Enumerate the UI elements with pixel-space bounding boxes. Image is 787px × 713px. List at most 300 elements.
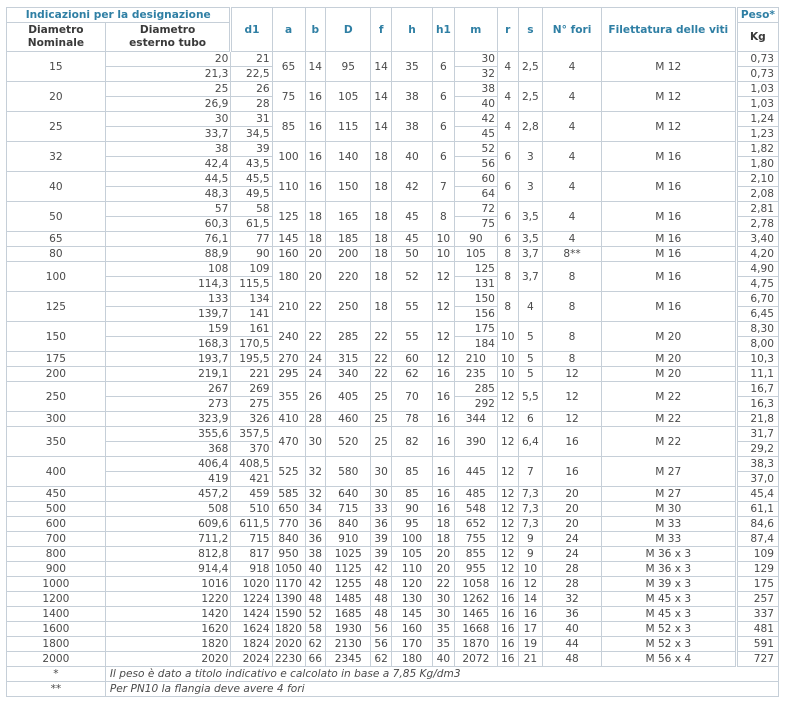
cell-a: 1820 xyxy=(272,622,305,637)
cell-f: 18 xyxy=(371,172,392,202)
cell-r: 16 xyxy=(497,577,518,592)
cell-diametro-esterno: 42,4 xyxy=(105,157,231,172)
cell-s: 3 xyxy=(518,142,543,172)
cell-f: 36 xyxy=(371,517,392,532)
cell-s: 17 xyxy=(518,622,543,637)
cell-diametro-nominale: 1200 xyxy=(7,592,106,607)
cell-f: 14 xyxy=(371,52,392,82)
cell-h: 180 xyxy=(391,652,432,667)
cell-a: 75 xyxy=(272,82,305,112)
cell-m: 1262 xyxy=(454,592,497,607)
cell-s: 6,4 xyxy=(518,427,543,457)
cell-peso: 2,81 xyxy=(736,202,778,217)
cell-s: 12 xyxy=(518,577,543,592)
cell-vite: M 30 xyxy=(601,502,736,517)
col-header-diametro-nominale xyxy=(7,23,106,52)
cell-f: 25 xyxy=(371,427,392,457)
cell-peso: 16,7 xyxy=(736,382,778,397)
dn-label-line-2: Nominale xyxy=(27,37,85,49)
cell-d1: 195,5 xyxy=(231,352,272,367)
cell-vite: M 56 x 4 xyxy=(601,652,736,667)
cell-diametro-nominale: 600 xyxy=(7,517,106,532)
cell-diametro-esterno: 406,4 xyxy=(105,457,231,472)
cell-s: 4 xyxy=(518,292,543,322)
cell-diametro-nominale: 500 xyxy=(7,502,106,517)
cell-h: 170 xyxy=(391,637,432,652)
cell-diametro-nominale: 65 xyxy=(7,232,106,247)
cell-fori: 12 xyxy=(543,412,602,427)
cell-fori: 4 xyxy=(543,112,602,142)
cell-diametro-esterno: 139,7 xyxy=(105,307,231,322)
cell-diametro-nominale: 15 xyxy=(7,52,106,82)
cell-diametro-esterno: 457,2 xyxy=(105,487,231,502)
cell-a: 1050 xyxy=(272,562,305,577)
cell-diametro-nominale: 32 xyxy=(7,142,106,172)
cell-b: 66 xyxy=(305,652,326,667)
cell-h1: 16 xyxy=(433,367,455,382)
cell-b: 16 xyxy=(305,172,326,202)
cell-h: 95 xyxy=(391,517,432,532)
cell-fori: 16 xyxy=(543,427,602,457)
cell-r: 16 xyxy=(497,652,518,667)
cell-m: 90 xyxy=(454,232,497,247)
cell-r: 4 xyxy=(497,52,518,82)
cell-d1: 421 xyxy=(231,472,272,487)
cell-d1: 49,5 xyxy=(231,187,272,202)
cell-a: 85 xyxy=(272,112,305,142)
cell-vite: M 22 xyxy=(601,412,736,427)
cell-vite: M 39 x 3 xyxy=(601,577,736,592)
cell-a: 270 xyxy=(272,352,305,367)
cell-b: 20 xyxy=(305,247,326,262)
cell-b: 24 xyxy=(305,352,326,367)
cell-a: 65 xyxy=(272,52,305,82)
cell-s: 7,3 xyxy=(518,517,543,532)
cell-vite: M 16 xyxy=(601,172,736,202)
cell-r: 12 xyxy=(497,487,518,502)
cell-diametro-nominale: 250 xyxy=(7,382,106,412)
table-notes xyxy=(7,667,779,697)
cell-D: 315 xyxy=(326,352,371,367)
cell-s: 16 xyxy=(518,607,543,622)
flange-table-container xyxy=(6,7,779,697)
cell-diametro-nominale: 350 xyxy=(7,427,106,457)
cell-r: 6 xyxy=(497,172,518,202)
cell-d1: 61,5 xyxy=(231,217,272,232)
cell-vite: M 45 x 3 xyxy=(601,592,736,607)
cell-h1: 20 xyxy=(433,547,455,562)
cell-fori: 44 xyxy=(543,637,602,652)
cell-vite: M 36 x 3 xyxy=(601,562,736,577)
dn-label-line-1: Diametro xyxy=(28,24,84,36)
cell-diametro-esterno: 159 xyxy=(105,322,231,337)
table-row xyxy=(7,382,779,397)
cell-d1: 28 xyxy=(231,97,272,112)
cell-m: 2072 xyxy=(454,652,497,667)
cell-D: 405 xyxy=(326,382,371,412)
cell-a: 2230 xyxy=(272,652,305,667)
cell-D: 185 xyxy=(326,232,371,247)
cell-D: 1930 xyxy=(326,622,371,637)
cell-peso: 4,90 xyxy=(736,262,778,277)
cell-f: 48 xyxy=(371,592,392,607)
cell-D: 250 xyxy=(326,292,371,322)
cell-vite: M 36 x 3 xyxy=(601,547,736,562)
cell-a: 355 xyxy=(272,382,305,412)
note-mark: * xyxy=(7,667,106,682)
cell-d1: 109 xyxy=(231,262,272,277)
cell-s: 2,5 xyxy=(518,82,543,112)
cell-D: 840 xyxy=(326,517,371,532)
cell-h: 55 xyxy=(391,322,432,352)
cell-h: 52 xyxy=(391,262,432,292)
col-header-h1: h1 xyxy=(433,8,455,52)
cell-f: 22 xyxy=(371,367,392,382)
cell-a: 210 xyxy=(272,292,305,322)
cell-m: 445 xyxy=(454,457,497,487)
cell-h: 55 xyxy=(391,292,432,322)
cell-h1: 12 xyxy=(433,262,455,292)
cell-r: 12 xyxy=(497,457,518,487)
cell-h1: 6 xyxy=(433,112,455,142)
cell-a: 180 xyxy=(272,262,305,292)
cell-diametro-esterno: 368 xyxy=(105,442,231,457)
cell-h1: 16 xyxy=(433,487,455,502)
cell-h1: 18 xyxy=(433,517,455,532)
cell-d1: 90 xyxy=(231,247,272,262)
cell-r: 16 xyxy=(497,622,518,637)
cell-b: 16 xyxy=(305,82,326,112)
cell-b: 34 xyxy=(305,502,326,517)
cell-d1: 43,5 xyxy=(231,157,272,172)
col-header-d1: d1 xyxy=(231,8,272,52)
cell-s: 2,8 xyxy=(518,112,543,142)
cell-h1: 12 xyxy=(433,322,455,352)
cell-D: 140 xyxy=(326,142,371,172)
cell-d1: 141 xyxy=(231,307,272,322)
cell-s: 5 xyxy=(518,367,543,382)
cell-a: 840 xyxy=(272,532,305,547)
cell-diametro-esterno: 20 xyxy=(105,52,231,67)
cell-f: 22 xyxy=(371,322,392,352)
cell-m: 52 xyxy=(454,142,497,157)
cell-r: 10 xyxy=(497,352,518,367)
cell-f: 48 xyxy=(371,607,392,622)
cell-d1: 77 xyxy=(231,232,272,247)
cell-peso: 45,4 xyxy=(736,487,778,502)
cell-b: 32 xyxy=(305,487,326,502)
cell-vite: M 27 xyxy=(601,457,736,487)
table-row xyxy=(7,292,779,307)
cell-fori: 20 xyxy=(543,502,602,517)
cell-peso: 31,7 xyxy=(736,427,778,442)
cell-diametro-nominale: 20 xyxy=(7,82,106,112)
cell-diametro-esterno: 1620 xyxy=(105,622,231,637)
table-row xyxy=(7,247,779,262)
cell-s: 14 xyxy=(518,592,543,607)
cell-s: 10 xyxy=(518,562,543,577)
cell-b: 18 xyxy=(305,202,326,232)
cell-b: 42 xyxy=(305,577,326,592)
cell-m: 485 xyxy=(454,487,497,502)
cell-diametro-nominale: 125 xyxy=(7,292,106,322)
table-row xyxy=(7,112,779,127)
cell-d1: 269 xyxy=(231,382,272,397)
table-row xyxy=(7,502,779,517)
flange-dimensions-table xyxy=(6,7,779,697)
cell-s: 3,5 xyxy=(518,202,543,232)
table-row xyxy=(7,352,779,367)
cell-a: 1590 xyxy=(272,607,305,622)
cell-h: 100 xyxy=(391,532,432,547)
cell-D: 1125 xyxy=(326,562,371,577)
cell-vite: M 22 xyxy=(601,382,736,412)
cell-diametro-nominale: 25 xyxy=(7,112,106,142)
note-text: Il peso è dato a titolo indicativo e calcolato in base a 7,85 Kg/dm3 xyxy=(105,667,778,682)
cell-D: 520 xyxy=(326,427,371,457)
table-row xyxy=(7,562,779,577)
cell-D: 220 xyxy=(326,262,371,292)
cell-d1: 31 xyxy=(231,112,272,127)
cell-m: 1058 xyxy=(454,577,497,592)
cell-m: 285 xyxy=(454,382,497,397)
cell-fori: 8 xyxy=(543,262,602,292)
cell-diametro-esterno: 1016 xyxy=(105,577,231,592)
note-row xyxy=(7,682,779,697)
cell-diametro-esterno: 914,4 xyxy=(105,562,231,577)
table-body xyxy=(7,52,779,667)
cell-peso: 10,3 xyxy=(736,352,778,367)
cell-peso: 2,78 xyxy=(736,217,778,232)
cell-f: 42 xyxy=(371,562,392,577)
cell-a: 470 xyxy=(272,427,305,457)
cell-m: 755 xyxy=(454,532,497,547)
cell-D: 640 xyxy=(326,487,371,502)
note-row xyxy=(7,667,779,682)
cell-b: 40 xyxy=(305,562,326,577)
cell-fori: 48 xyxy=(543,652,602,667)
cell-a: 1390 xyxy=(272,592,305,607)
table-row xyxy=(7,232,779,247)
cell-vite: M 16 xyxy=(601,202,736,232)
cell-s: 3 xyxy=(518,172,543,202)
cell-f: 56 xyxy=(371,637,392,652)
cell-b: 62 xyxy=(305,637,326,652)
cell-s: 5,5 xyxy=(518,382,543,412)
cell-h: 160 xyxy=(391,622,432,637)
cell-fori: 4 xyxy=(543,232,602,247)
col-header-m: m xyxy=(454,8,497,52)
table-row xyxy=(7,607,779,622)
cell-s: 9 xyxy=(518,547,543,562)
col-header-h: h xyxy=(391,8,432,52)
cell-h1: 16 xyxy=(433,502,455,517)
cell-s: 5 xyxy=(518,352,543,367)
cell-r: 12 xyxy=(497,547,518,562)
cell-fori: 8 xyxy=(543,322,602,352)
cell-s: 5 xyxy=(518,322,543,352)
col-header-kg: Kg xyxy=(736,23,778,52)
cell-diametro-nominale: 700 xyxy=(7,532,106,547)
cell-r: 12 xyxy=(497,562,518,577)
cell-h: 40 xyxy=(391,142,432,172)
cell-fori: 16 xyxy=(543,457,602,487)
cell-f: 25 xyxy=(371,412,392,427)
cell-fori: 4 xyxy=(543,172,602,202)
cell-h: 42 xyxy=(391,172,432,202)
cell-d1: 1824 xyxy=(231,637,272,652)
table-row xyxy=(7,322,779,337)
cell-m: 40 xyxy=(454,97,497,112)
cell-a: 410 xyxy=(272,412,305,427)
cell-D: 460 xyxy=(326,412,371,427)
cell-d1: 22,5 xyxy=(231,67,272,82)
table-row xyxy=(7,652,779,667)
cell-h: 120 xyxy=(391,577,432,592)
cell-m: 75 xyxy=(454,217,497,232)
table-row xyxy=(7,547,779,562)
cell-fori: 12 xyxy=(543,367,602,382)
cell-diametro-esterno: 267 xyxy=(105,382,231,397)
table-row xyxy=(7,52,779,67)
cell-m: 344 xyxy=(454,412,497,427)
cell-vite: M 16 xyxy=(601,262,736,292)
cell-m: 855 xyxy=(454,547,497,562)
cell-b: 58 xyxy=(305,622,326,637)
cell-diametro-esterno: 133 xyxy=(105,292,231,307)
cell-d1: 918 xyxy=(231,562,272,577)
cell-peso: 129 xyxy=(736,562,778,577)
cell-diametro-esterno: 44,5 xyxy=(105,172,231,187)
cell-vite: M 12 xyxy=(601,52,736,82)
cell-f: 39 xyxy=(371,532,392,547)
cell-m: 60 xyxy=(454,172,497,187)
cell-f: 33 xyxy=(371,502,392,517)
cell-d1: 357,5 xyxy=(231,427,272,442)
cell-h1: 30 xyxy=(433,592,455,607)
cell-diametro-esterno: 219,1 xyxy=(105,367,231,382)
cell-s: 3,7 xyxy=(518,262,543,292)
cell-h: 60 xyxy=(391,352,432,367)
cell-d1: 1424 xyxy=(231,607,272,622)
cell-D: 1255 xyxy=(326,577,371,592)
cell-diametro-nominale: 1400 xyxy=(7,607,106,622)
cell-D: 1485 xyxy=(326,592,371,607)
cell-vite: M 52 x 3 xyxy=(601,622,736,637)
cell-diametro-nominale: 800 xyxy=(7,547,106,562)
designation-group-header: Indicazioni per la designazione xyxy=(7,8,231,23)
cell-fori: 28 xyxy=(543,577,602,592)
cell-h: 78 xyxy=(391,412,432,427)
cell-m: 652 xyxy=(454,517,497,532)
cell-d1: 817 xyxy=(231,547,272,562)
cell-r: 12 xyxy=(497,517,518,532)
cell-m: 42 xyxy=(454,112,497,127)
col-header-fori: N° fori xyxy=(543,8,602,52)
cell-a: 770 xyxy=(272,517,305,532)
cell-h1: 6 xyxy=(433,82,455,112)
cell-diametro-nominale: 200 xyxy=(7,367,106,382)
cell-h1: 16 xyxy=(433,412,455,427)
cell-h: 85 xyxy=(391,487,432,502)
cell-h: 105 xyxy=(391,547,432,562)
cell-m: 548 xyxy=(454,502,497,517)
col-header-peso: Peso* xyxy=(736,8,778,23)
cell-vite: M 20 xyxy=(601,352,736,367)
cell-a: 525 xyxy=(272,457,305,487)
cell-b: 16 xyxy=(305,142,326,172)
cell-b: 16 xyxy=(305,112,326,142)
cell-s: 3,5 xyxy=(518,232,543,247)
note-mark: ** xyxy=(7,682,106,697)
cell-fori: 4 xyxy=(543,142,602,172)
cell-f: 18 xyxy=(371,262,392,292)
cell-diametro-esterno: 2020 xyxy=(105,652,231,667)
col-header-filettatura: Filettatura delle viti xyxy=(601,8,736,52)
cell-d1: 161 xyxy=(231,322,272,337)
cell-peso: 6,70 xyxy=(736,292,778,307)
cell-m: 210 xyxy=(454,352,497,367)
col-header-f: f xyxy=(371,8,392,52)
cell-m: 32 xyxy=(454,67,497,82)
cell-d1: 2024 xyxy=(231,652,272,667)
cell-diametro-nominale: 2000 xyxy=(7,652,106,667)
cell-f: 25 xyxy=(371,382,392,412)
table-row xyxy=(7,142,779,157)
table-row xyxy=(7,517,779,532)
cell-h1: 10 xyxy=(433,232,455,247)
cell-diametro-nominale: 100 xyxy=(7,262,106,292)
cell-diametro-nominale: 80 xyxy=(7,247,106,262)
cell-peso: 37,0 xyxy=(736,472,778,487)
cell-h1: 18 xyxy=(433,532,455,547)
cell-diametro-esterno: 1420 xyxy=(105,607,231,622)
cell-diametro-esterno: 25 xyxy=(105,82,231,97)
cell-b: 48 xyxy=(305,592,326,607)
cell-peso: 109 xyxy=(736,547,778,562)
cell-D: 2130 xyxy=(326,637,371,652)
cell-diametro-esterno: 48,3 xyxy=(105,187,231,202)
cell-peso: 21,8 xyxy=(736,412,778,427)
cell-f: 39 xyxy=(371,547,392,562)
cell-b: 18 xyxy=(305,232,326,247)
cell-a: 110 xyxy=(272,172,305,202)
cell-diametro-nominale: 40 xyxy=(7,172,106,202)
cell-diametro-esterno: 419 xyxy=(105,472,231,487)
cell-s: 3,7 xyxy=(518,247,543,262)
cell-h: 62 xyxy=(391,367,432,382)
cell-diametro-esterno: 88,9 xyxy=(105,247,231,262)
cell-b: 32 xyxy=(305,457,326,487)
cell-D: 910 xyxy=(326,532,371,547)
cell-h1: 6 xyxy=(433,52,455,82)
cell-D: 95 xyxy=(326,52,371,82)
table-row xyxy=(7,592,779,607)
cell-m: 1870 xyxy=(454,637,497,652)
cell-vite: M 33 xyxy=(601,532,736,547)
cell-d1: 326 xyxy=(231,412,272,427)
cell-b: 52 xyxy=(305,607,326,622)
cell-f: 48 xyxy=(371,577,392,592)
cell-diametro-esterno: 355,6 xyxy=(105,427,231,442)
col-header-a: a xyxy=(272,8,305,52)
cell-m: 64 xyxy=(454,187,497,202)
cell-f: 18 xyxy=(371,142,392,172)
cell-h: 70 xyxy=(391,382,432,412)
cell-peso: 87,4 xyxy=(736,532,778,547)
cell-d1: 170,5 xyxy=(231,337,272,352)
cell-diametro-esterno: 57 xyxy=(105,202,231,217)
